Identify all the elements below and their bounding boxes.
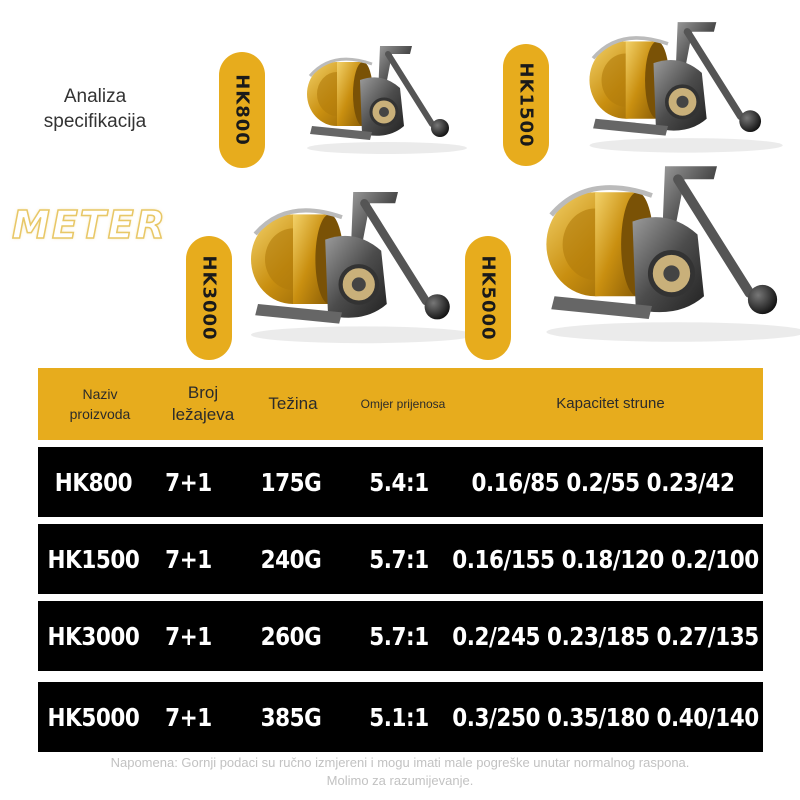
title-line-1: Analiza xyxy=(63,86,127,107)
cell-capacity: 0.16/155 0.18/120 0.2/100 xyxy=(452,544,759,574)
model-label: HK1500 xyxy=(515,62,537,148)
reel-image-hk3000 xyxy=(226,178,458,346)
reel-image-hk5000 xyxy=(518,150,786,345)
cell-capacity: 0.2/245 0.23/185 0.27/135 xyxy=(452,621,759,651)
page-title xyxy=(20,84,170,134)
model-label: HK800 xyxy=(231,74,253,146)
title-line-2: specifikacija xyxy=(43,111,147,132)
spec-table-header xyxy=(38,368,763,440)
header-name: Naziv proizvoda xyxy=(69,386,131,422)
cell-capacity: 0.16/85 0.2/55 0.23/42 xyxy=(471,467,735,497)
header-weight: Težina xyxy=(268,394,318,413)
cell-ratio: 5.1:1 xyxy=(369,702,429,732)
table-row xyxy=(38,601,763,671)
cell-weight: 240G xyxy=(260,544,322,574)
table-row xyxy=(38,524,763,594)
cell-name: HK5000 xyxy=(47,702,140,732)
model-label: HK5000 xyxy=(477,255,499,341)
header-capacity: Kapacitet strune xyxy=(556,395,665,412)
model-pill-hk1500 xyxy=(503,44,549,166)
table-row xyxy=(38,447,763,517)
cell-bearings: 7+1 xyxy=(165,702,212,732)
cell-bearings: 7+1 xyxy=(165,544,212,574)
cell-capacity: 0.3/250 0.35/180 0.40/140 xyxy=(452,702,759,732)
cell-name: HK3000 xyxy=(47,621,140,651)
brand-logo: METER xyxy=(12,203,167,247)
reel-image-hk1500 xyxy=(568,10,768,155)
cell-bearings: 7+1 xyxy=(165,467,212,497)
cell-name: HK1500 xyxy=(47,544,140,574)
table-row xyxy=(38,682,763,752)
cell-ratio: 5.7:1 xyxy=(369,621,429,651)
model-pill-hk800 xyxy=(219,52,265,168)
model-pill-hk5000 xyxy=(465,236,511,360)
footnote-line-1: Napomena: Gornji podaci su ručno izmjereni i mogu imati male pogreške unutar normalnog raspona. xyxy=(110,755,690,770)
header-ratio: Omjer prijenosa xyxy=(360,397,446,411)
footnote xyxy=(20,754,780,790)
cell-ratio: 5.7:1 xyxy=(369,544,429,574)
cell-ratio: 5.4:1 xyxy=(369,467,429,497)
cell-name: HK800 xyxy=(54,467,133,497)
model-label: HK3000 xyxy=(198,255,220,341)
cell-weight: 385G xyxy=(260,702,322,732)
cell-weight: 260G xyxy=(260,621,322,651)
footnote-line-2: Molimo za razumijevanje. xyxy=(326,773,474,788)
cell-weight: 175G xyxy=(260,467,322,497)
header-bearings: Broj ležajeva xyxy=(171,383,235,424)
cell-bearings: 7+1 xyxy=(165,621,212,651)
reel-image-hk800 xyxy=(292,36,452,156)
